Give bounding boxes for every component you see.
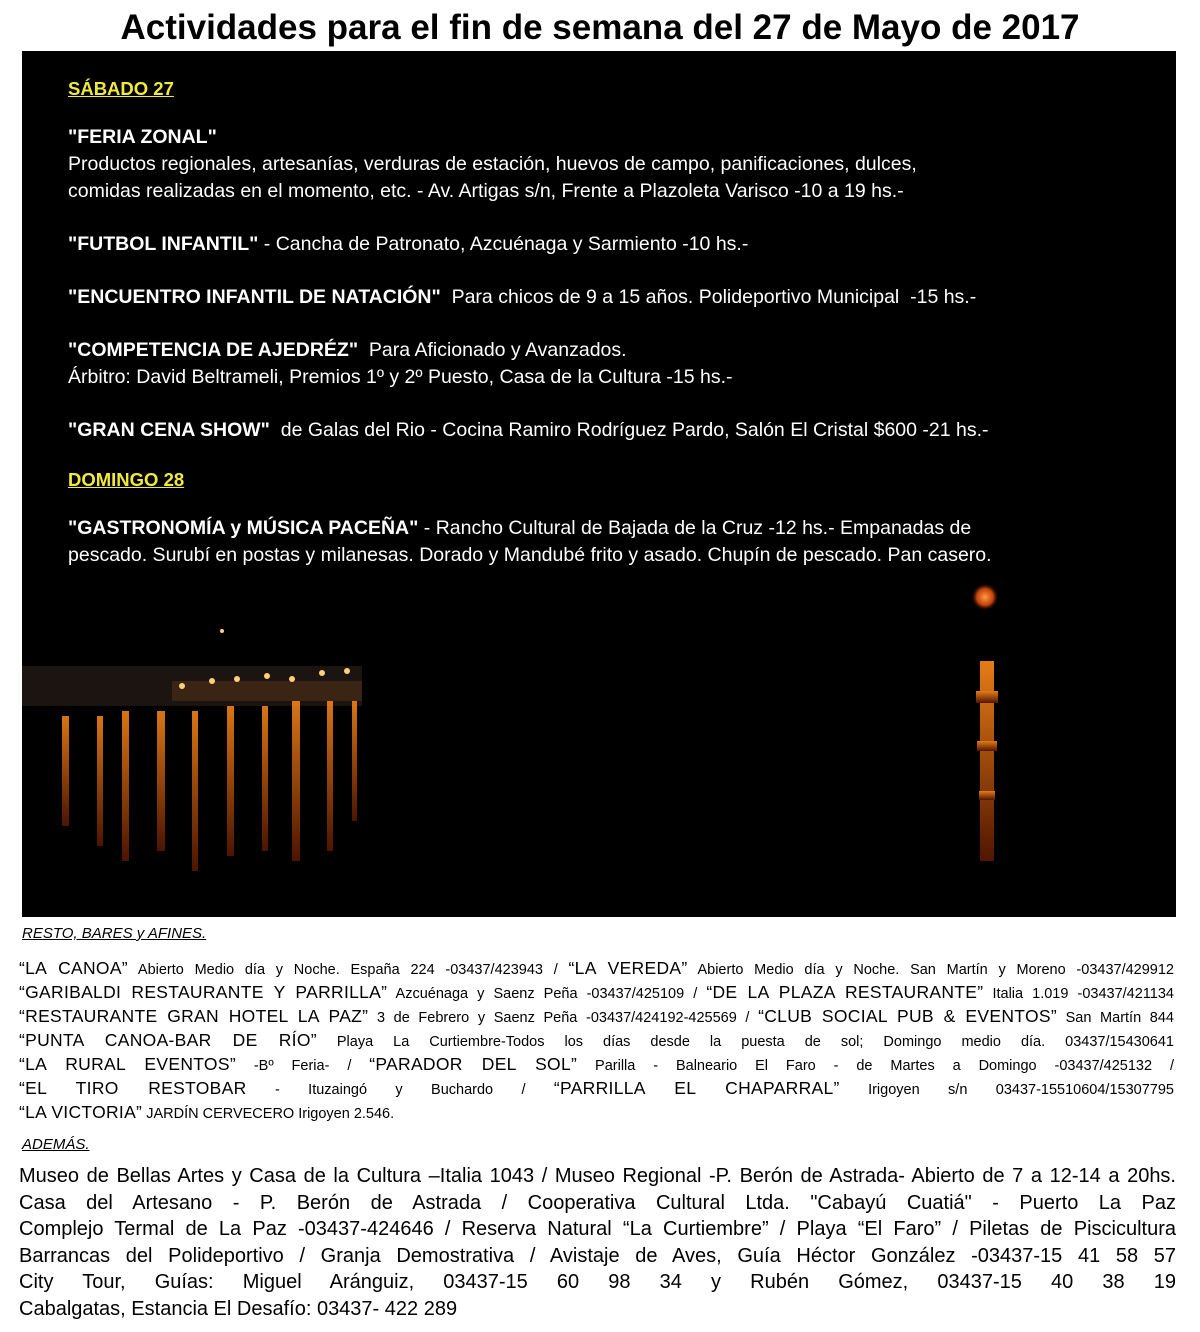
venue-detail: Abierto Medio día y Noche. España 224 -03437/423943 / — [127, 962, 569, 978]
resto-line — [19, 956, 1174, 980]
venue-detail: 3 de Febrero y Saenz Peña -03437/424192-425569 / — [368, 1010, 759, 1026]
venue-name: “LA CANOA” — [19, 958, 128, 978]
event-natacion — [68, 284, 1158, 311]
venue-name: “DE LA PLAZA RESTAURANTE” — [706, 982, 984, 1002]
event-detail: pescado. Surubí en postas y milanesas. Dorado y Mandubé frito y asado. Chupín de pescado. Pan casero. — [68, 544, 992, 566]
venue-detail: Irigoyen s/n 03437-15510604/15307795 — [839, 1082, 1174, 1098]
event-detail: Para chicos de 9 a 15 años. Polideportivo Municipal -15 hs.- — [440, 286, 977, 308]
venue-name: “LA VICTORIA” — [19, 1102, 143, 1122]
resto-line — [19, 980, 1174, 1004]
venue-detail: JARDÍN CERVECERO Irigoyen 2.546. — [142, 1106, 395, 1122]
event-detail: Para Aficionado y Avanzados. — [358, 339, 627, 361]
sunday-heading: DOMINGO 28 — [68, 469, 185, 490]
attraction-line: City Tour, Guías: Miguel Aránguiz, 03437-15 60 98 34 y Rubén Gómez, 03437-15 40 38 19 — [19, 1271, 1176, 1293]
venue-detail: Azcuénaga y Saenz Peña -03437/425109 / — [387, 986, 707, 1002]
venue-detail: San Martín 844 — [1056, 1010, 1174, 1026]
event-gastronomia — [68, 515, 1158, 569]
event-detail: - Cancha de Patronato, Azcuénaga y Sarmiento -10 hs.- — [258, 233, 749, 255]
ademas-list — [19, 1163, 1176, 1322]
resto-list — [19, 956, 1174, 1124]
resto-line — [19, 1052, 1174, 1076]
event-name: "ENCUENTRO INFANTIL DE NATACIÓN" — [68, 286, 441, 308]
venue-name: “EL TIRO RESTOBAR — [19, 1078, 247, 1098]
event-detail: - Rancho Cultural de Bajada de la Cruz -12 hs.- Empanadas de — [418, 517, 972, 539]
page-title: Actividades para el fin de semana del 27 de Mayo de 2017 — [120, 8, 1080, 47]
resto-line — [19, 1076, 1174, 1100]
venue-detail: Parilla - Balneario El Faro - de Martes a Domingo -03437/425132 / — [577, 1058, 1174, 1074]
event-detail: de Galas del Rio - Cocina Ramiro Rodríguez Pardo, Salón El Cristal $600 -21 hs.- — [269, 419, 989, 441]
venue-name: “RESTAURANTE GRAN HOTEL LA PAZ” — [19, 1006, 369, 1026]
attraction-line: Cabalgatas, Estancia El Desafío: 03437- 422 289 — [19, 1297, 458, 1320]
event-feria-zonal — [68, 124, 1158, 205]
venue-name: “PARRILLA EL CHAPARRAL” — [553, 1078, 840, 1098]
resto-heading: RESTO, BARES y AFINES. — [22, 925, 207, 942]
resto-line — [19, 1100, 1174, 1124]
weekend-activities — [68, 75, 1158, 569]
event-name: "COMPETENCIA DE AJEDRÉZ" — [68, 339, 359, 361]
resto-line — [19, 1028, 1174, 1052]
venue-detail: -Bº Feria- / — [235, 1058, 370, 1074]
night-river-poster — [22, 51, 1176, 917]
venue-name: “CLUB SOCIAL PUB & EVENTOS” — [758, 1006, 1057, 1026]
event-detail: comidas realizadas en el momento, etc. - Av. Artigas s/n, Frente a Plazoleta Varisco -10 a 19 hs.- — [68, 180, 904, 202]
resto-line — [19, 1004, 1174, 1028]
attraction-line: Complejo Termal de La Paz -03437-424646 / Reserva Natural “La Curtiembre” / Playa “El Faro” / Piletas de Piscicultura — [19, 1218, 1176, 1240]
venue-name: “GARIBALDI RESTAURANTE Y PARRILLA” — [19, 982, 388, 1002]
venue-name: “PARADOR DEL SOL” — [369, 1054, 578, 1074]
event-gran-cena — [68, 417, 1158, 444]
venue-detail: Abierto Medio día y Noche. San Martín y Moreno -03437/429912 — [687, 962, 1174, 978]
attraction-line: Museo de Bellas Artes y Casa de la Cultura –Italia 1043 / Museo Regional -P. Berón de Astrada- Abierto de 7 a 12-14 a 20hs. — [19, 1165, 1176, 1187]
ademas-heading: ADEMÁS. — [22, 1136, 90, 1153]
event-name: "GASTRONOMÍA y MÚSICA PACEÑA" — [68, 517, 419, 539]
event-detail: Árbitro: David Beltrameli, Premios 1º y 2º Puesto, Casa de la Cultura -15 hs.- — [68, 366, 733, 388]
venue-name: “PUNTA CANOA-BAR DE RÍO” — [19, 1030, 317, 1050]
event-name: "GRAN CENA SHOW" — [68, 419, 270, 441]
attraction-line: Casa del Artesano - P. Berón de Astrada / Cooperativa Cultural Ltda. "Cabayú Cuatiá" - Puerto La Paz — [19, 1191, 1176, 1214]
venue-detail: Playa La Curtiembre-Todos los días desde la puesta de sol; Domingo medio día. 03437/15430641 — [316, 1034, 1174, 1050]
event-name: "FERIA ZONAL" — [68, 126, 217, 148]
event-ajedrez — [68, 337, 1158, 391]
venue-detail: - Ituzaingó y Buchardo / — [246, 1082, 554, 1098]
event-name: "FUTBOL INFANTIL" — [68, 233, 259, 255]
event-futbol-infantil — [68, 231, 1158, 258]
venue-name: “LA RURAL EVENTOS” — [19, 1054, 236, 1074]
event-detail: Productos regionales, artesanías, verduras de estación, huevos de campo, panificaciones, dulces, — [68, 153, 917, 175]
attraction-line: Barrancas del Polideportivo / Granja Demostrativa / Avistaje de Aves, Guía Héctor González -03437-15 41 58 57 — [19, 1244, 1176, 1267]
saturday-heading: SÁBADO 27 — [68, 78, 174, 99]
venue-detail: Italia 1.019 -03437/421134 — [983, 986, 1174, 1002]
venue-name: “LA VEREDA” — [568, 958, 688, 978]
